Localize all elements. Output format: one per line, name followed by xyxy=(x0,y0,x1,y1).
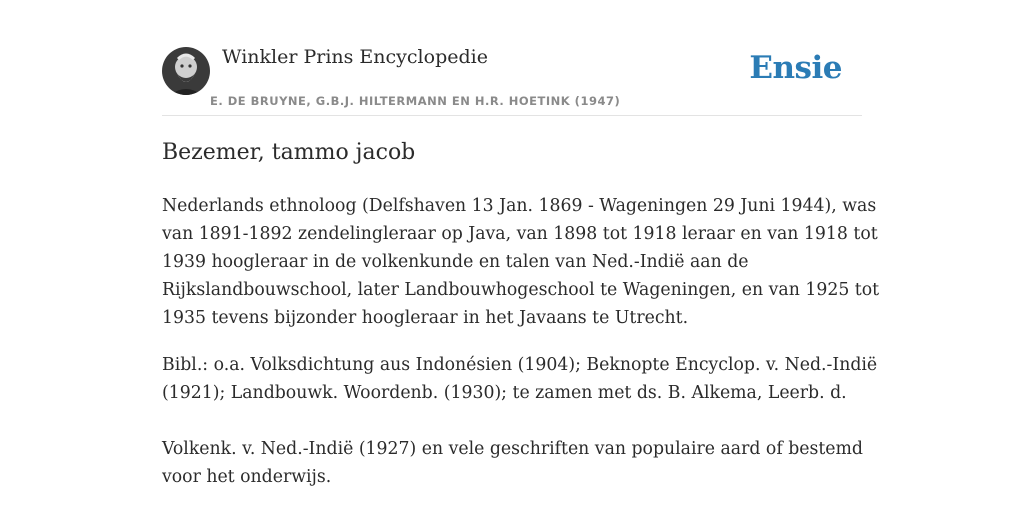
header-divider xyxy=(162,115,862,116)
article-paragraph: Bibl.: o.a. Volksdichtung aus Indonésien (1904); Beknopte Encyclop. v. Ned.-Indië (1921); Landbouwk. Woordenb. (1930); te zamen met ds. B. Alkema, Leerb. d. xyxy=(162,355,878,403)
article-paragraph: Volkenk. v. Ned.-Indië (1927) en vele geschriften van populaire aard of bestemd voor het onderwijs. xyxy=(162,439,863,487)
portrait-avatar-icon xyxy=(162,47,210,95)
page-title: Bezemer, tammo jacob xyxy=(162,140,416,165)
article-paragraph: Nederlands ethnoloog (Delfshaven 13 Jan. 1869 - Wageningen 29 Juni 1944), was van 1891-1892 zendelingleraar op Java, van 1898 tot 1918 leraar en van 1918 tot 1939 hoogleraar in de volkenkunde en talen van Ned.-Indië aan de Rijkslandbouwschool, later Landbouwhogeschool te Wageningen, en van 1925 tot 1935 tevens bijzonder hoogleraar in het Javaans te Utrecht. xyxy=(162,196,880,328)
article-body xyxy=(162,192,882,491)
authors-credit: E. DE BRUYNE, G.B.J. HILTERMANN EN H.R. HOETINK (1947) xyxy=(210,94,621,108)
brand-logo[interactable]: Ensie xyxy=(749,50,842,86)
author-avatar xyxy=(162,47,210,95)
site-title[interactable]: Winkler Prins Encyclopedie xyxy=(222,46,488,68)
